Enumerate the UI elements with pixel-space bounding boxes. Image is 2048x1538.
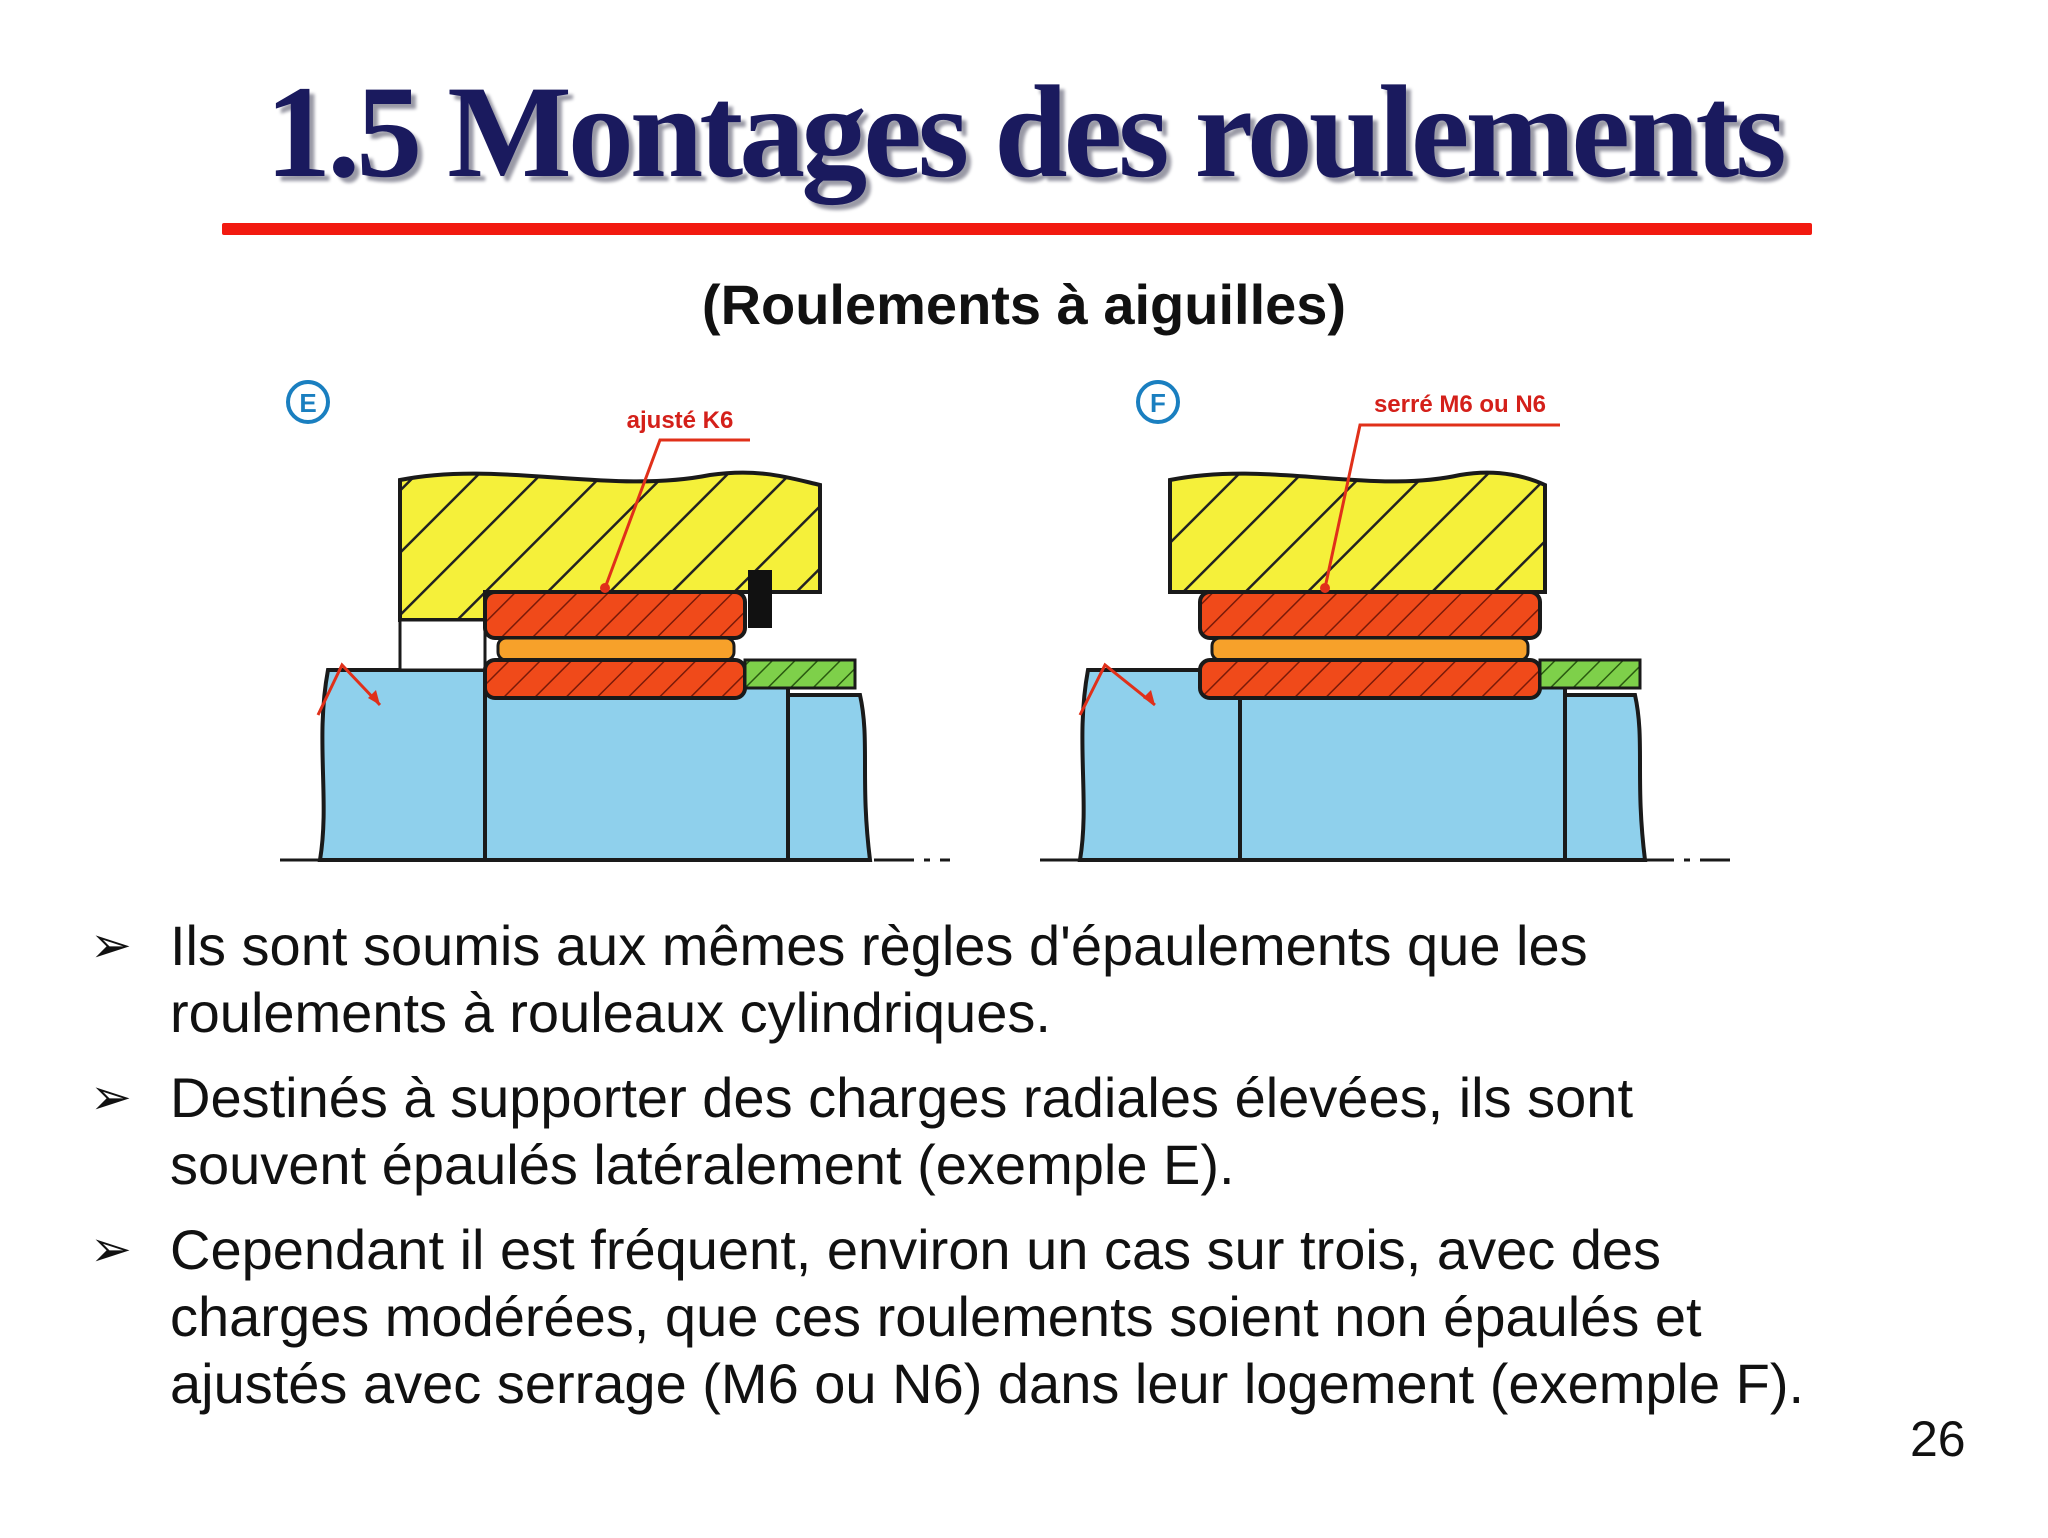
marker-e	[288, 382, 328, 422]
marker-f	[1138, 382, 1178, 422]
bullet-line: Cependant il est fréquent, environ un cas sur trois, avec des	[170, 1218, 1662, 1281]
bullet-line: ajustés avec serrage (M6 ou N6) dans leur logement (exemple F).	[170, 1352, 1805, 1415]
bullet-list	[90, 912, 1890, 1435]
bullet-arrow-icon: ➢	[90, 1069, 132, 1125]
bullet-item	[90, 912, 1890, 1046]
bearing-outer-ring-e	[485, 592, 745, 638]
marker-f-letter: F	[1150, 388, 1166, 418]
bullet-line: charges modérées, que ces roulements soient non épaulés et	[170, 1285, 1702, 1348]
bullet-item	[90, 1064, 1890, 1198]
label-e: ajusté K6	[626, 407, 734, 434]
slide-title: 1.5 Montages des roulements	[265, 58, 1783, 205]
needle-rollers-e	[498, 638, 734, 660]
bearing-inner-ring-f	[1200, 660, 1540, 698]
bullet-arrow-icon: ➢	[90, 1221, 132, 1277]
bearing-inner-ring-e	[485, 660, 745, 698]
figure-e	[280, 382, 950, 860]
marker-e-letter: E	[299, 388, 317, 418]
page-number: 26	[1910, 1411, 1966, 1467]
slide-subtitle: (Roulements à aiguilles)	[701, 273, 1347, 336]
bullet-line: souvent épaulés latéralement (exemple E).	[170, 1133, 1235, 1196]
bullet-line: Ils sont soumis aux mêmes règles d'épaulements que les	[170, 914, 1588, 977]
bullet-line: roulements à rouleaux cylindriques.	[170, 981, 1051, 1044]
spacer-e	[745, 660, 855, 688]
bullet-line: Destinés à supporter des charges radiales élevées, ils sont	[170, 1066, 1633, 1129]
label-f: serré M6 ou N6	[1373, 391, 1547, 418]
bearing-figures	[280, 360, 1800, 900]
needle-rollers-f	[1212, 638, 1528, 660]
circlip-e	[748, 570, 772, 628]
housing-f	[1170, 473, 1545, 592]
bullet-arrow-icon: ➢	[90, 917, 132, 973]
bearing-outer-ring-f	[1200, 592, 1540, 638]
bullet-item	[90, 1216, 1890, 1417]
spacer-f	[1540, 660, 1640, 688]
title-underline	[222, 223, 1812, 235]
figure-f	[1040, 382, 1730, 860]
